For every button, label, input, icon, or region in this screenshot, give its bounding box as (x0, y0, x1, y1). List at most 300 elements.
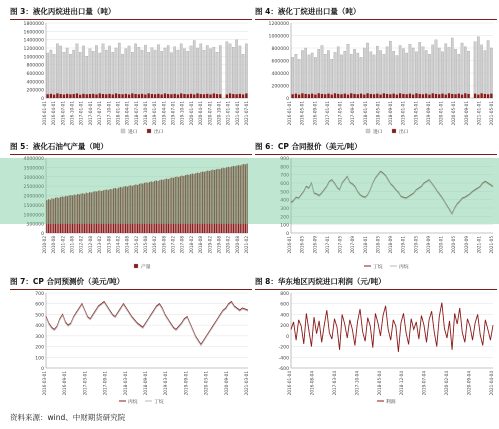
bar (235, 40, 237, 98)
bar (389, 94, 391, 98)
bar (347, 95, 349, 98)
bar (386, 94, 388, 98)
bar (304, 48, 306, 98)
y-tick-label: 400000 (26, 80, 44, 86)
x-tick-label: 2020-01-01 (188, 101, 194, 126)
bar (464, 47, 466, 98)
x-tick-label: 2020-02-04 (444, 371, 450, 396)
bar (92, 94, 94, 98)
x-tick-label: 2016-05-01 (299, 101, 305, 126)
bar (435, 94, 437, 98)
bar (458, 94, 460, 98)
x-tick-label: 2020-01 (438, 236, 444, 254)
bar (353, 94, 355, 98)
chart-panel-4 (255, 5, 497, 137)
bar (383, 54, 385, 98)
bar (108, 94, 110, 98)
y-tick-label: 0 (41, 367, 44, 372)
bar (209, 94, 211, 98)
y-tick-label: 1400000 (23, 38, 44, 44)
legend-swatch (392, 129, 396, 133)
y-tick-label: 800 (280, 165, 289, 171)
series-line (291, 303, 493, 352)
x-tick-label: 2021-05-01 (489, 101, 494, 126)
bar (451, 38, 453, 98)
bar (86, 94, 88, 98)
bar (321, 46, 323, 99)
bar (112, 94, 114, 98)
x-tick-label: 2020-09 (463, 236, 469, 254)
bar (438, 48, 440, 98)
bar (441, 94, 443, 98)
watermark-band (0, 158, 499, 224)
legend-label: 产量 (141, 265, 151, 270)
bar (180, 44, 182, 98)
bar (340, 55, 342, 98)
bar (357, 94, 359, 98)
y-tick-label: 200000 (271, 84, 289, 90)
bar (92, 51, 94, 98)
x-tick-label: 2018-12-04 (399, 371, 405, 396)
bar (56, 93, 58, 98)
y-tick-label: 2500000 (23, 185, 44, 191)
bar (76, 44, 78, 98)
legend-swatch (134, 264, 138, 268)
chart-panel-7 (10, 275, 252, 407)
bar (324, 94, 326, 98)
bar (311, 53, 313, 98)
x-tick-label: 2015-08 (143, 236, 148, 254)
legend-label: 进口 (128, 130, 138, 135)
bar (301, 51, 303, 99)
bar (79, 95, 81, 98)
x-tick-label: 2018-02 (188, 236, 194, 254)
bar (216, 52, 218, 98)
bar (50, 50, 52, 98)
y-tick-label: 300 (280, 207, 289, 212)
bar (291, 94, 293, 98)
bar (370, 52, 372, 98)
x-tick-label: 2018-05 (375, 236, 381, 254)
x-tick-label: 2020-09-04 (466, 371, 472, 396)
x-tick-label: 2021-07-01 (244, 101, 249, 126)
y-tick-label: 400 (35, 324, 44, 330)
chart-8 (255, 291, 497, 407)
bar (167, 46, 169, 99)
bar (458, 54, 460, 98)
bar (487, 41, 489, 99)
bar (376, 94, 378, 98)
bar (213, 47, 215, 98)
bar (487, 94, 489, 98)
bar (187, 51, 189, 98)
bar (432, 93, 434, 98)
bar (298, 95, 300, 98)
bar (392, 94, 394, 98)
y-tick-label: 200 (280, 324, 289, 330)
bar (164, 93, 166, 98)
y-tick-label: 400 (280, 198, 289, 204)
bar (115, 93, 117, 98)
x-tick-label: 2018-07-01 (133, 100, 139, 126)
bar (125, 94, 127, 98)
bar (461, 95, 463, 98)
bar (467, 94, 469, 98)
x-tick-label: 2010-08 (51, 236, 57, 254)
x-tick-label: 2012-02 (78, 236, 84, 254)
bar (128, 94, 130, 98)
x-tick-label: 2017-02 (170, 236, 176, 254)
x-tick-label: 2021-01-01 (225, 101, 231, 126)
bar (82, 46, 84, 98)
bar (383, 93, 385, 98)
bar (63, 94, 65, 98)
x-tick-label: 2020-05-01 (451, 101, 457, 126)
x-tick-label: 2016-01-01 (42, 101, 47, 126)
bar (347, 44, 349, 98)
y-tick-label: 1000000 (23, 213, 44, 219)
y-tick-label: 500000 (26, 222, 44, 228)
bar (304, 94, 306, 98)
x-tick-label: 2019-03-01 (163, 371, 169, 396)
bar (467, 51, 469, 98)
bar (59, 94, 61, 98)
bar (396, 56, 398, 99)
bar (235, 94, 237, 98)
x-tick-label: 2019-01-01 (152, 101, 158, 126)
bar (373, 94, 375, 98)
bar (370, 94, 372, 98)
bar (196, 93, 198, 98)
bar (314, 57, 316, 98)
bar (344, 94, 346, 98)
bar (318, 93, 320, 98)
bar (405, 94, 407, 98)
legend-label: 出口 (399, 130, 409, 135)
bar (318, 49, 320, 98)
bar (164, 48, 166, 98)
bar (490, 48, 492, 98)
bar (392, 51, 394, 98)
bar (353, 49, 355, 98)
bar (134, 44, 136, 98)
bar (419, 42, 421, 98)
bar (99, 93, 101, 98)
bar (66, 94, 68, 98)
bar (206, 46, 208, 99)
bar (56, 44, 58, 98)
legend-swatch (366, 129, 370, 133)
bar (89, 49, 91, 98)
bar (308, 55, 310, 98)
bar (242, 94, 244, 98)
bar (79, 52, 81, 98)
chart-title: 图 7：CP 合同预测价（美元/吨） (10, 275, 252, 290)
bar (154, 50, 156, 98)
bar (151, 94, 153, 98)
x-tick-label: 2017-09 (350, 236, 356, 254)
x-tick-label: 2020-03-01 (203, 371, 209, 396)
chart-panel-3 (10, 5, 252, 137)
bar (138, 47, 140, 98)
bar (53, 54, 55, 98)
bar (118, 94, 120, 98)
x-tick-label: 2019-09-01 (425, 101, 431, 126)
chart-title: 图 8：华东地区丙烷进口利润（元/吨） (255, 275, 497, 290)
bar (474, 42, 476, 98)
legend-label: 进口 (373, 130, 383, 135)
bar (209, 49, 211, 98)
chart-panel-8 (255, 275, 497, 407)
bar (229, 44, 231, 98)
bar (95, 46, 97, 99)
x-tick-label: 2019-10-01 (179, 101, 185, 126)
x-tick-label: 2021-05 (489, 236, 494, 254)
bar (373, 55, 375, 98)
bar (69, 54, 71, 98)
x-tick-label: 2016-02 (152, 236, 158, 254)
x-tick-label: 2018-01-01 (115, 101, 121, 126)
x-tick-label: 2016-01-01 (287, 101, 292, 126)
x-tick-label: 2017-03-01 (82, 371, 88, 396)
y-tick-label: 200000 (26, 88, 44, 94)
y-tick-label: 0 (41, 97, 44, 102)
x-tick-label: 2016-01-04 (287, 371, 292, 396)
bar (121, 54, 123, 98)
bar (314, 95, 316, 98)
x-tick-label: 2018-05-04 (376, 371, 382, 396)
x-tick-label: 2017-05-01 (337, 101, 343, 126)
bar (138, 94, 140, 98)
bar (461, 43, 463, 98)
x-tick-label: 2019-05 (413, 236, 419, 254)
x-tick-label: 2019-05-01 (413, 101, 419, 126)
y-tick-label: 1200000 (23, 47, 44, 52)
bar (350, 93, 352, 98)
y-tick-label: 3000000 (23, 175, 44, 181)
bar (422, 94, 424, 98)
y-tick-label: 3500000 (23, 166, 44, 172)
x-tick-label: 2017-10-01 (106, 101, 112, 126)
bar (357, 53, 359, 98)
bar (311, 94, 313, 98)
bar (125, 49, 127, 98)
bar (239, 46, 241, 98)
x-tick-label: 2021-01 (476, 236, 482, 254)
bar (200, 44, 202, 98)
bar (151, 48, 153, 98)
bar (344, 51, 346, 98)
y-tick-label: 4000000 (23, 157, 44, 162)
bar (108, 46, 110, 98)
bar (59, 46, 61, 98)
x-tick-label: 2017-07-01 (97, 101, 103, 126)
x-tick-label: 2019-07-01 (170, 101, 176, 126)
bar (193, 94, 195, 98)
bar (484, 51, 486, 99)
x-tick-label: 2021-04-04 (489, 371, 494, 396)
bar (160, 51, 162, 98)
legend-label: 出口 (154, 130, 164, 135)
bar (337, 47, 339, 98)
bar (128, 46, 130, 98)
bar (438, 94, 440, 98)
bar (327, 94, 329, 98)
x-tick-label: 2018-09-01 (388, 101, 393, 126)
bar (63, 52, 65, 98)
y-tick-label: 100 (280, 223, 289, 229)
bar (308, 94, 310, 98)
x-tick-label: 2020-05 (451, 236, 457, 254)
bar (232, 94, 234, 98)
x-tick-label: 2017-01-01 (78, 101, 84, 126)
bar (121, 94, 123, 98)
x-tick-label: 2018-09 (388, 236, 393, 254)
bar (415, 52, 417, 98)
bar (298, 59, 300, 98)
source-note: 资料来源：wind、中财期货研究院 (10, 413, 126, 422)
bar (219, 46, 221, 99)
x-tick-label: 2019-07-04 (421, 371, 427, 396)
x-tick-label: 2016-08-04 (309, 371, 315, 396)
bar (147, 93, 149, 98)
x-tick-label: 2019-09-01 (183, 371, 189, 396)
bar (170, 94, 172, 98)
x-tick-label: 2016-07-01 (60, 101, 66, 126)
x-tick-label: 2018-04-01 (124, 100, 130, 126)
x-tick-label: 2021-04-01 (234, 101, 240, 126)
bar (334, 52, 336, 98)
x-tick-label: 2020-04-01 (198, 101, 204, 126)
x-tick-label: 2016-09-01 (62, 371, 68, 396)
y-tick-label: 600 (35, 302, 44, 308)
series-line (46, 303, 248, 346)
y-tick-label: 400 (280, 313, 289, 319)
x-tick-label: 2017-09-01 (350, 101, 356, 126)
bar (73, 50, 75, 98)
y-tick-label: 2000000 (23, 194, 44, 200)
y-tick-label: -600 (278, 367, 289, 372)
y-tick-label: 1000000 (23, 55, 44, 61)
bar (99, 53, 101, 98)
chart-7 (10, 291, 252, 407)
bar (216, 94, 218, 98)
bar (229, 93, 231, 98)
bar (157, 94, 159, 98)
chart-title: 图 5：液化石油气产量（吨） (10, 140, 252, 155)
bar (412, 48, 414, 98)
x-tick-label: 2012-08 (87, 236, 93, 254)
bar (144, 45, 146, 98)
bar (95, 94, 97, 98)
bar (105, 50, 107, 98)
bar (193, 41, 195, 99)
x-tick-label: 2017-04-01 (87, 101, 93, 126)
bar (134, 94, 136, 98)
legend-label: 利润 (386, 400, 396, 405)
x-tick-label: 2017-01-01 (324, 101, 330, 126)
bar (350, 54, 352, 98)
bar (291, 57, 293, 98)
bar (448, 47, 450, 98)
x-tick-label: 2020-07-01 (207, 101, 213, 126)
x-tick-label: 2020-01-01 (438, 101, 444, 126)
bar (477, 37, 479, 98)
bar (157, 45, 159, 98)
bar (340, 94, 342, 98)
x-tick-label: 2013-02 (97, 236, 103, 254)
bar (174, 47, 176, 98)
bar (177, 94, 179, 98)
bar (435, 40, 437, 98)
bar (102, 44, 104, 98)
bar (480, 45, 482, 98)
y-tick-label: 400000 (271, 72, 289, 77)
bar (425, 94, 427, 98)
x-tick-label: 2019-09 (425, 236, 431, 254)
bar (86, 56, 88, 98)
bar (386, 47, 388, 98)
bar (141, 94, 143, 98)
legend-label: 丁烷 (373, 265, 383, 270)
bar (412, 95, 414, 98)
bar (219, 94, 221, 98)
bar (170, 53, 172, 98)
bar (445, 95, 447, 98)
x-tick-label: 2014-08 (124, 236, 130, 254)
bar (484, 94, 486, 98)
bar (366, 43, 368, 98)
bar (409, 44, 411, 98)
bar (295, 54, 297, 98)
x-tick-label: 2018-05-01 (375, 101, 381, 126)
bar (183, 94, 185, 98)
bar (183, 49, 185, 98)
y-tick-label: 0 (41, 232, 44, 237)
x-tick-label: 2016-09-01 (312, 101, 318, 126)
chart-4 (255, 21, 497, 137)
bar (415, 93, 417, 98)
bar (245, 44, 247, 98)
x-tick-label: 2016-08 (161, 236, 167, 254)
bar (454, 49, 456, 98)
bar (490, 94, 492, 98)
bar (160, 94, 162, 98)
y-tick-label: 800 (280, 292, 289, 297)
bar (46, 94, 48, 98)
x-tick-label: 2017-05 (337, 236, 343, 254)
bar (131, 93, 133, 98)
bar (206, 94, 208, 98)
legend-swatch (121, 129, 125, 133)
x-tick-label: 2016-03-01 (42, 371, 47, 396)
bar (428, 54, 430, 98)
bar (53, 95, 55, 98)
bar (73, 94, 75, 98)
bar (154, 94, 156, 98)
bar (69, 94, 71, 98)
bar (147, 52, 149, 98)
bar (399, 93, 401, 98)
bar (445, 44, 447, 98)
bar (82, 94, 84, 98)
y-tick-label: 600 (280, 302, 289, 308)
bar (89, 94, 91, 98)
x-tick-label: 2018-01-01 (362, 101, 368, 126)
bar (167, 94, 169, 98)
bar (379, 95, 381, 98)
bar (50, 94, 52, 98)
